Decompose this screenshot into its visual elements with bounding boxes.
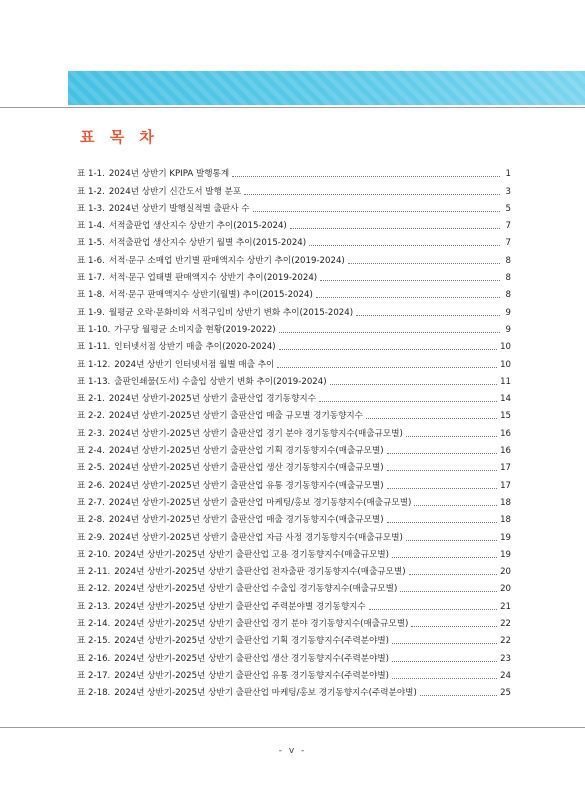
- toc-entry[interactable]: [77, 544, 511, 561]
- toc-entry-leader-dots: [279, 332, 500, 333]
- toc-entry-leader-dots: [356, 315, 500, 316]
- toc-entry[interactable]: [77, 595, 511, 612]
- toc-entry-leader-dots: [319, 401, 497, 402]
- toc-entry-page: 17: [500, 480, 511, 491]
- toc-entry-page: 17: [500, 463, 511, 474]
- toc-entry-title: 2024년 상반기-2025년 상반기 출판산업 기획 경기동향지수(매출규모별): [108, 446, 384, 457]
- toc-entry-leader-dots: [411, 626, 497, 627]
- toc-entry-number: 표 1-11.: [77, 342, 111, 353]
- toc-entry-number: 표 2-5.: [77, 463, 105, 474]
- toc-entry-title: 2024년 상반기 KPIPA 발행통계: [108, 169, 230, 180]
- toc-entry[interactable]: [77, 180, 511, 197]
- toc-entry-number: 표 1-8.: [77, 290, 105, 301]
- toc-entry-number: 표 2-12.: [77, 584, 111, 595]
- toc-entry-page: 9: [505, 307, 511, 318]
- toc-entry-number: 표 2-8.: [77, 515, 105, 526]
- toc-entry-title: 서적·문구 소매업 반기별 판매액지수 상반기 추이(2019-2024): [108, 255, 345, 266]
- toc-entry-title: 2024년 상반기-2025년 상반기 출판산업 기획 경기동향지수(주력분야별): [114, 636, 390, 647]
- toc-entry[interactable]: [77, 474, 511, 491]
- toc-entry[interactable]: [77, 301, 511, 318]
- toc-entry-leader-dots: [387, 470, 498, 471]
- toc-entry[interactable]: [77, 630, 511, 647]
- toc-entry-leader-dots: [406, 436, 497, 437]
- toc-entry-page: 3: [505, 186, 511, 197]
- toc-entry-page: 25: [500, 688, 511, 699]
- header-band: [68, 71, 585, 105]
- toc-entry-leader-dots: [277, 367, 497, 368]
- toc-entry-leader-dots: [392, 557, 497, 558]
- toc-entry-title: 2024년 상반기-2025년 상반기 출판산업 마케팅/홍보 경기동향지수(매출규모별): [108, 497, 412, 508]
- toc-entry-title: 2024년 상반기-2025년 상반기 출판산업 생산 경기동향지수(매출규모별): [108, 463, 384, 474]
- toc-entry-title: 2024년 상반기-2025년 상반기 출판산업 경기동향지수: [108, 394, 317, 405]
- toc-entry-page: 22: [500, 636, 511, 647]
- toc-entry-title: 2024년 상반기 신간도서 발행 분포: [108, 186, 242, 197]
- toc-entry-leader-dots: [387, 488, 498, 489]
- toc-entry-title: 2024년 상반기-2025년 상반기 출판산업 유통 경기동향지수(매출규모별): [108, 480, 384, 491]
- toc-entry-page: 10: [500, 359, 511, 370]
- toc-entry-page: 7: [505, 238, 511, 249]
- toc-entry-number: 표 1-9.: [77, 307, 105, 318]
- toc-entry[interactable]: [77, 492, 511, 509]
- toc-entry[interactable]: [77, 249, 511, 266]
- toc-entry-title: 2024년 상반기-2025년 상반기 출판산업 유통 경기동향지수(주력분야별): [114, 670, 390, 681]
- toc-entry-leader-dots: [290, 228, 500, 229]
- toc-entry-title: 2024년 상반기-2025년 상반기 출판산업 생산 경기동향지수(주력분야별): [114, 653, 390, 664]
- toc-entry-title: 2024년 상반기 인터넷서점 월별 매출 추이: [114, 359, 275, 370]
- toc-entry-page: 18: [500, 497, 511, 508]
- toc-entry-title: 서적출판업 생산지수 상반기 추이(2015-2024): [108, 221, 287, 232]
- toc-entry-title: 서적·문구 판매액지수 상반기(월별) 추이(2015-2024): [108, 290, 313, 301]
- toc-entry-title: 서적·문구 업태별 판매액지수 상반기 추이(2019-2024): [108, 273, 318, 284]
- toc-entry[interactable]: [77, 232, 511, 249]
- toc-entry-number: 표 1-6.: [77, 255, 105, 266]
- toc-entry-number: 표 2-13.: [77, 601, 111, 612]
- toc-entry-number: 표 2-10.: [77, 549, 111, 560]
- toc-entry-page: 7: [505, 221, 511, 232]
- toc-entry-leader-dots: [400, 591, 497, 592]
- toc-entry-page: 15: [500, 411, 511, 422]
- toc-entry-number: 표 2-18.: [77, 688, 111, 699]
- toc-title: 표 목 차: [80, 128, 159, 146]
- toc-entry-page: 16: [500, 428, 511, 439]
- toc-entry-page: 9: [505, 324, 511, 335]
- toc-entry[interactable]: [77, 163, 511, 180]
- toc-entry[interactable]: [77, 215, 511, 232]
- toc-entry-number: 표 1-3.: [77, 203, 105, 214]
- toc-entry-page: 20: [500, 567, 511, 578]
- toc-entry[interactable]: [77, 526, 511, 543]
- toc-entry-number: 표 2-16.: [77, 653, 111, 664]
- toc-entry-number: 표 1-7.: [77, 273, 105, 284]
- toc-entry-number: 표 2-2.: [77, 411, 105, 422]
- toc-entry-leader-dots: [253, 211, 500, 212]
- toc-entry[interactable]: [77, 457, 511, 474]
- toc-entry-page: 8: [505, 255, 511, 266]
- toc-entry-page: 14: [500, 394, 511, 405]
- toc-entry-leader-dots: [406, 540, 497, 541]
- toc-entry-leader-dots: [392, 643, 497, 644]
- toc-entry-leader-dots: [330, 384, 497, 385]
- toc-entry-title: 서적출판업 생산지수 상반기 월별 추이(2015-2024): [108, 238, 307, 249]
- toc-entry[interactable]: [77, 578, 511, 595]
- toc-entry-title: 2024년 상반기-2025년 상반기 출판산업 매출 규모별 경기동향지수: [108, 411, 363, 422]
- toc-entry-leader-dots: [392, 678, 497, 679]
- toc-entry[interactable]: [77, 336, 511, 353]
- toc-entry[interactable]: [77, 665, 511, 682]
- toc-entry-page: 16: [500, 446, 511, 457]
- toc-list: [77, 163, 511, 699]
- toc-entry-leader-dots: [414, 505, 497, 506]
- toc-entry-leader-dots: [320, 280, 500, 281]
- toc-entry-leader-dots: [387, 522, 498, 523]
- toc-entry-title: 인터넷서점 상반기 매출 추이(2020-2024): [114, 342, 276, 353]
- toc-entry-title: 2024년 상반기 발행실적별 출판사 수: [108, 203, 250, 214]
- toc-entry-leader-dots: [244, 194, 500, 195]
- toc-entry[interactable]: [77, 284, 511, 301]
- toc-entry-number: 표 1-13.: [77, 376, 111, 387]
- header-band-pattern: [68, 71, 585, 105]
- toc-entry-number: 표 1-12.: [77, 359, 111, 370]
- toc-entry-number: 표 1-2.: [77, 186, 105, 197]
- toc-entry-page: 1: [505, 169, 511, 180]
- toc-entry-page: 22: [500, 619, 511, 630]
- toc-entry-leader-dots: [392, 661, 497, 662]
- header-divider: [0, 107, 585, 108]
- toc-entry-page: 21: [500, 601, 511, 612]
- toc-entry-title: 2024년 상반기-2025년 상반기 출판산업 마케팅/홍보 경기동향지수(주력분야별): [114, 688, 417, 699]
- toc-entry-title: 2024년 상반기-2025년 상반기 출판산업 매출 경기동향지수(매출규모별): [108, 515, 384, 526]
- toc-entry-title: 2024년 상반기-2025년 상반기 출판산업 전자출판 경기동향지수(매출규모별): [114, 567, 406, 578]
- toc-entry-page: 19: [500, 532, 511, 543]
- toc-entry-page: 19: [500, 549, 511, 560]
- toc-entry[interactable]: [77, 647, 511, 664]
- toc-entry-page: 18: [500, 515, 511, 526]
- toc-entry-number: 표 2-6.: [77, 480, 105, 491]
- toc-entry-page: 5: [505, 203, 511, 214]
- toc-entry[interactable]: [77, 405, 511, 422]
- toc-entry-number: 표 2-9.: [77, 532, 105, 543]
- toc-entry-leader-dots: [309, 245, 500, 246]
- toc-entry-number: 표 2-1.: [77, 394, 105, 405]
- toc-entry-leader-dots: [279, 349, 497, 350]
- toc-entry[interactable]: [77, 267, 511, 284]
- toc-entry-number: 표 2-3.: [77, 428, 105, 439]
- toc-entry[interactable]: [77, 440, 511, 457]
- toc-entry-title: 월평균 오락·문화비와 서적구입비 상반기 변화 추이(2015-2024): [108, 307, 354, 318]
- toc-entry-title: 2024년 상반기-2025년 상반기 출판산업 자금 사정 경기동향지수(매출규모별): [108, 532, 403, 543]
- toc-entry-leader-dots: [232, 176, 500, 177]
- toc-entry-title: 2024년 상반기-2025년 상반기 출판산업 경기 분야 경기동향지수(매출규모별): [108, 428, 403, 439]
- toc-entry-title: 2024년 상반기-2025년 상반기 출판산업 경기 분야 경기동향지수(매출규모별): [114, 619, 409, 630]
- toc-entry-number: 표 1-1.: [77, 169, 105, 180]
- toc-entry-leader-dots: [420, 695, 497, 696]
- toc-entry-page: 8: [505, 290, 511, 301]
- toc-entry-leader-dots: [348, 263, 500, 264]
- toc-entry[interactable]: [77, 198, 511, 215]
- toc-entry-number: 표 1-4.: [77, 221, 105, 232]
- toc-entry-leader-dots: [316, 297, 500, 298]
- toc-entry-number: 표 2-17.: [77, 670, 111, 681]
- footer-divider: [0, 727, 585, 728]
- toc-entry-page: 24: [500, 670, 511, 681]
- toc-entry-number: 표 1-5.: [77, 238, 105, 249]
- toc-entry-number: 표 2-7.: [77, 497, 105, 508]
- toc-entry-number: 표 1-10.: [77, 324, 111, 335]
- toc-entry-title: 2024년 상반기-2025년 상반기 출판산업 수출입 경기동향지수(매출규모별): [114, 584, 398, 595]
- toc-entry[interactable]: [77, 388, 511, 405]
- toc-entry-leader-dots: [387, 453, 498, 454]
- toc-entry-number: 표 2-4.: [77, 446, 105, 457]
- toc-entry[interactable]: [77, 509, 511, 526]
- toc-entry-leader-dots: [366, 418, 497, 419]
- toc-entry-page: 23: [500, 653, 511, 664]
- toc-entry-page: 8: [505, 273, 511, 284]
- toc-entry[interactable]: [77, 561, 511, 578]
- toc-entry-leader-dots: [369, 609, 497, 610]
- toc-entry[interactable]: [77, 422, 511, 439]
- toc-entry-title: 2024년 상반기-2025년 상반기 출판산업 고용 경기동향지수(매출규모별): [114, 549, 390, 560]
- toc-entry[interactable]: [77, 353, 511, 370]
- toc-entry-number: 표 2-14.: [77, 619, 111, 630]
- toc-entry-number: 표 2-11.: [77, 567, 111, 578]
- toc-entry[interactable]: [77, 682, 511, 699]
- page-number: - v -: [278, 746, 307, 756]
- toc-entry-number: 표 2-15.: [77, 636, 111, 647]
- toc-entry-leader-dots: [409, 574, 497, 575]
- toc-entry-page: 20: [500, 584, 511, 595]
- toc-entry[interactable]: [77, 613, 511, 630]
- toc-entry-title: 출판인쇄물(도서) 수출입 상반기 변화 추이(2019-2024): [114, 376, 327, 387]
- toc-entry[interactable]: [77, 371, 511, 388]
- toc-entry[interactable]: [77, 319, 511, 336]
- toc-entry-title: 가구당 월평균 소비지출 현황(2019-2022): [114, 324, 276, 335]
- toc-entry-title: 2024년 상반기-2025년 상반기 출판산업 주력분야별 경기동향지수: [114, 601, 366, 612]
- toc-entry-page: 11: [500, 376, 511, 387]
- toc-entry-page: 10: [500, 342, 511, 353]
